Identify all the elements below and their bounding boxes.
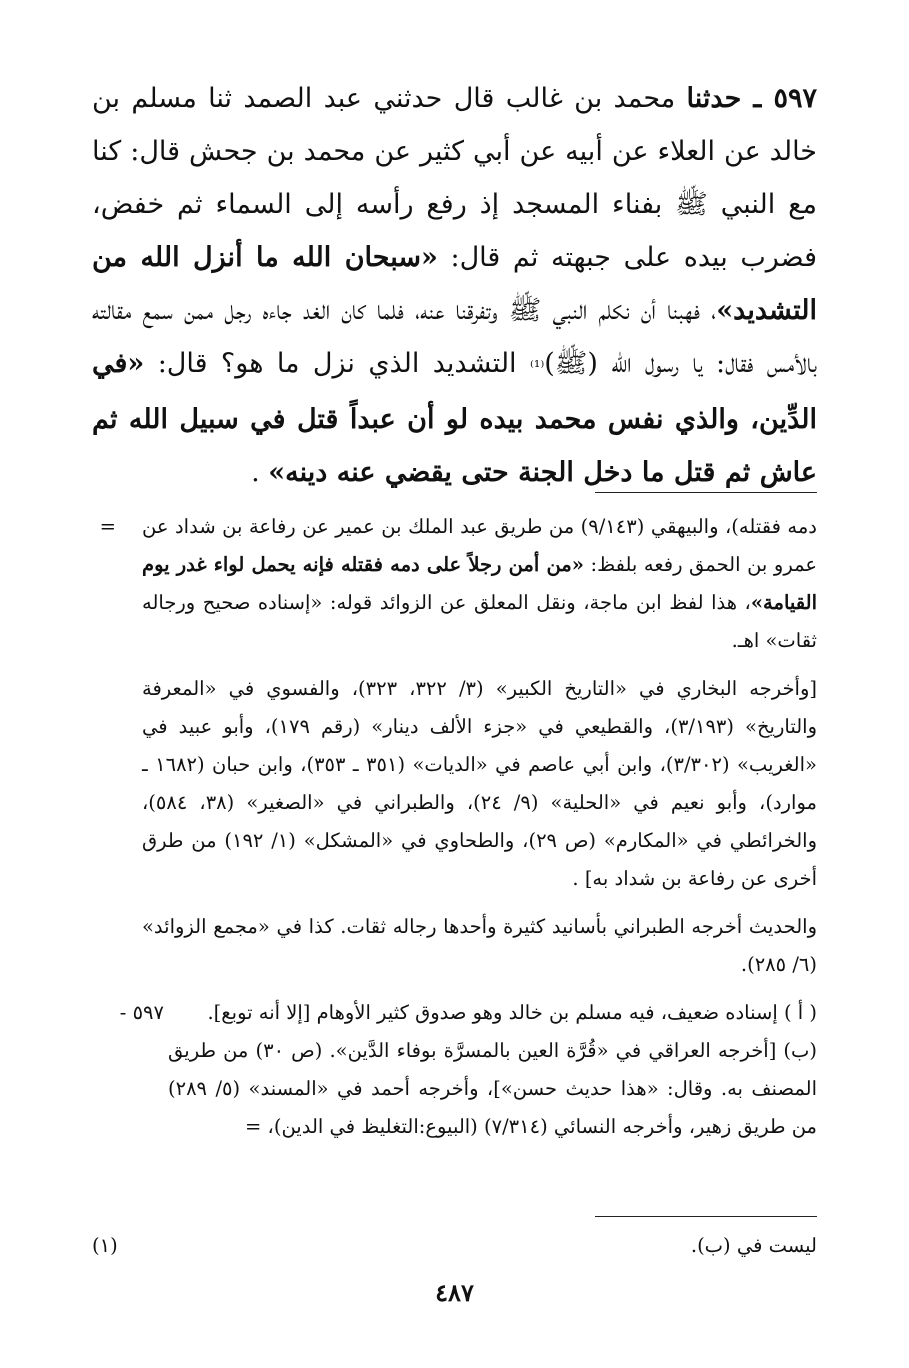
footnote-quote: «من أمن رجلاً على دمه فقتله فإنه يحمل لواء غدر يوم القيامة» (142, 553, 817, 614)
short-footnote-text: ليست في (ب). (690, 1234, 817, 1257)
footnote-597 (92, 994, 817, 1032)
hadith-number: ٥٩٧ ـ حدثنا (686, 83, 817, 114)
page-number: ٤٨٧ (435, 1278, 474, 1307)
footnote-text: ( أ ) إسناده ضعيف، فيه مسلم بن خالد وهو صدوق كثير الأوهام [إلا أنه توبع]. (207, 1001, 817, 1024)
hadith-end: . (251, 457, 269, 488)
footnotes-section (92, 508, 817, 1156)
footnote-number: ٥٩٧ - (119, 1001, 164, 1024)
hadith-paragraph (92, 72, 817, 499)
footnote-divider (595, 1216, 817, 1217)
footnote-reference: ⁽¹⁾ (529, 357, 545, 376)
footnote-text: دمه فقتله)، والبيهقي (٩/١٤٣) من طريق عبد الملك بن عمير عن رفاعة بن شداد عن عمرو بن الحمق رفعه بلفظ: (142, 515, 818, 576)
continuation-marker: = (99, 515, 116, 538)
hadith-quote-1: «سبحان الله ما أنزل الله من التشديد» (92, 242, 817, 326)
footnote-paragraph: والحديث أخرجه الطبراني بأسانيد كثيرة وأحدها رجاله ثقات. كذا في «مجمع الزوائد» (٦/ ٢٨٥). (142, 915, 817, 976)
footnote-paragraph: (ب) [أخرجه العراقي في «قُرَّة العين بالمسرَّة بوفاء الدَّين». (ص ٣٠) من طريق المصنف به. وقال: «هذا حديث حسن»]، وأخرجه أحمد في «المسند» (٥/ ٢٨٩) من طريق زهير، وأخرجه النسائي (٧/٣١٤) (البيوع:التغليظ في الدين)، = (168, 1039, 817, 1138)
hadith-quote-2: «في الدِّين، والذي نفس محمد بيده لو أن عبداً قتل في سبيل الله ثم عاش ثم قتل ما دخل الجنة حتى يقضي عنه دينه» (92, 348, 817, 488)
short-footnote-number: (١) (92, 1234, 118, 1257)
short-footnote (92, 1230, 817, 1262)
main-divider (595, 492, 817, 493)
footnote-paragraph: [وأخرجه البخاري في «التاريخ الكبير» (٣/ ٣٢٢، ٣٢٣)، والفسوي في «المعرفة والتاريخ» (٣/١٩٣)، والقطيعي في «جزء الألف دينار» (رقم ١٧٩)، وأبو عبيد في «الغريب» (٣/٣٠٢)، وابن أبي عاصم في «الديات» (٣٥١ ـ ٣٥٣)، وابن حبان (١٦٨٢ ـ موارد)، وأبو نعيم في «الحلية» (٩/ ٢٤)، والطبراني في «الصغير» (٣٨، ٥٨٤)، والخرائطي في «المكارم» (ص ٢٩)، والطحاوي في «المشكل» (١/ ١٩٢) من طرق أخرى عن رفاعة بن شداد به] . (142, 677, 817, 890)
hadith-text-2: ، فهبنا أن نكلم النبي ﷺ وتفرقنا عنه، فلما كان الغد جاءه رجل ممن سمع مقالته بالأمس فقال: يا رسول الله (ﷺ) (92, 295, 817, 379)
hadith-text (92, 72, 817, 499)
hadith-isnad: محمد بن غالب قال حدثني عبد الصمد ثنا مسلم بن خالد عن العلاء عن أبيه عن أبي كثير عن محمد بن جحش قال: كنا مع النبي ﷺ بفناء المسجد إذ رفع رأسه إلى السماء ثم خفض، فضرب بيده على جبهته ثم قال: (92, 83, 817, 273)
footnote-continuation (92, 508, 817, 660)
footnote-text: ، هذا لفظ ابن ماجة، ونقل المعلق عن الزوائد قوله: «إسناده صحيح ورجاله ثقات» اهـ. (142, 591, 817, 652)
hadith-text-3: التشديد الذي نزل ما هو؟ قال: (157, 348, 530, 379)
